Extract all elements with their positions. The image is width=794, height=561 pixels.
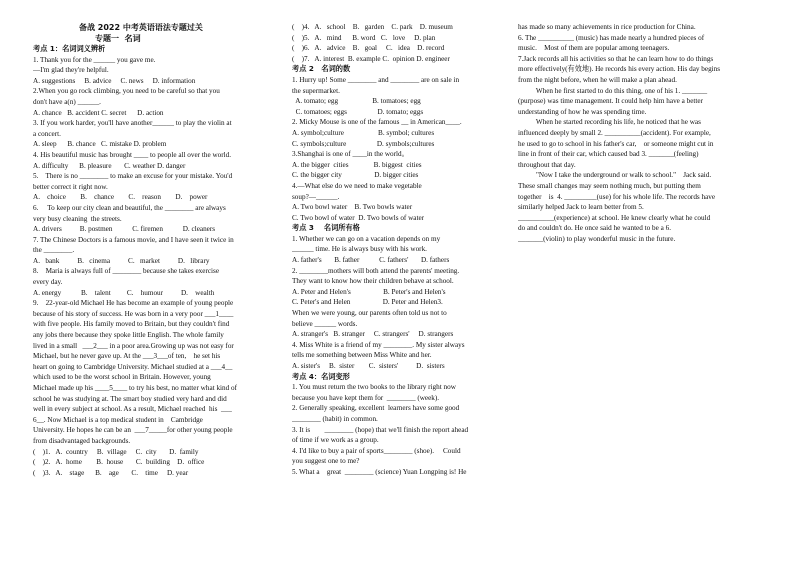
text-line: do and couldn't do. He once said he wanted to be a 6.	[518, 224, 671, 233]
text-line: tells me something between Miss White and her.	[292, 351, 432, 360]
text-line: 9. 22-year-old Michael He has become an example of young people	[33, 299, 234, 308]
text-line: __________(experience) at school. He knew clearly what he could	[518, 213, 711, 222]
text-line: A. choice B. chance C. reason D. power	[33, 193, 208, 202]
text-line: (purpose) was time management. It could help him have a better	[518, 97, 704, 106]
text-line: which used to be the worst school in Britain. However, young	[33, 373, 211, 382]
text-line: you suggest one to me?	[292, 457, 360, 466]
text-line: 2.When you go rock climbing, you need to be careful so that you	[33, 87, 220, 96]
text-line: lived in a small ___2___ in a poor area.Growing up was not easy for	[33, 341, 234, 350]
text-line: 1. Thank you for the ______ you gave me.	[33, 55, 156, 64]
text-line: ( )5. A. mind B. word C. love D. plan	[292, 33, 436, 42]
text-line: A. sister's B. sister C. sisters' D. sisters	[292, 362, 445, 370]
text-line: C. Two bowl of water D. Two bowls of water	[292, 213, 425, 222]
text-line: with five people. His family moved to Britain, but they couldn't find	[33, 320, 230, 329]
text-line: 3. It is ________ (hope) that we'll finish the report ahead	[292, 425, 469, 434]
text-line: 2. Generally speaking, excellent learners have some good	[292, 404, 460, 413]
text-line: C. the bigger city D. bigger cities	[292, 171, 419, 180]
text-line: A. suggestions B. advice C. news D. information	[33, 76, 196, 85]
text-line: When he first started to do this thing, one of his 1. _______	[518, 86, 708, 95]
text-line: Michael made up his ____5____ to try his best, no matter what kind of	[33, 384, 238, 392]
text-line: 1. Whether we can go on a vacation depends on my	[292, 234, 441, 243]
text-line: These small changes may seem nothing much, but putting them	[518, 181, 701, 190]
text-line: 1. You must return the two books to the library right now	[292, 383, 456, 392]
text-line: A. chance B. accident C. secret D. action	[33, 108, 164, 117]
text-line: C. symbols;culture D. symbols;cultures	[292, 139, 435, 148]
text-line: 6. To keep our city clean and beautiful, the ________ are always	[33, 203, 226, 212]
text-line: influenced deeply by small 2. __________(accident). For example,	[518, 128, 711, 137]
text-line: —I'm glad they're helpful.	[33, 66, 109, 75]
text-line: A. sleep B. chance C. mistake D. problem	[33, 140, 167, 149]
column-left	[33, 22, 275, 553]
text-line: because you have kept them for ________ (week).	[292, 393, 440, 402]
text-line: more effectively(有效地). He records his every action. His day begins	[518, 65, 721, 74]
column-middle	[292, 22, 499, 553]
text-line: has made so many achievements in rice production for China.	[518, 23, 696, 31]
text-line: very busy cleaning the streets.	[33, 214, 122, 223]
text-line: 7.Jack records all his activities so that he can learn how to do things	[518, 54, 714, 63]
text-line: C. tomatoes; eggs D. tomato; eggs	[292, 107, 424, 116]
text-line: 8. Maria is always full of ________ because she takes exercise	[33, 267, 220, 276]
text-line: _______(violin) to play wonderful music in the future.	[518, 234, 676, 243]
text-line: C. Peter's and Helen D. Peter and Helen3.	[292, 298, 443, 307]
text-line: When he started recording his life, he noticed that he was	[518, 118, 701, 127]
text-line: 6. The __________ (music) has made nearly a hundred pieces of	[518, 33, 705, 42]
text-line: line in front of their car, which caused bad 3. _______(feeling)	[518, 150, 699, 159]
text-line: 6__. Now Michael is a top medical student in Cambridge	[33, 415, 203, 424]
text-line: understanding of how he was spending time.	[518, 107, 647, 116]
text-line: They want to know how their children behave at school.	[292, 277, 454, 286]
text-line: When we were young, our parents often told us not to	[292, 309, 447, 318]
column-right	[518, 22, 756, 553]
text-line: 2. Micky Mouse is one of the famous __ in American____.	[292, 118, 462, 127]
text-line: ( )4. A. school B. garden C. park D. museum	[292, 23, 453, 31]
text-line: he used to go to school in his father's car, or someone might cut in	[518, 139, 714, 148]
text-line: 4. His beautiful music has brought ____ to people all over the world.	[33, 150, 232, 159]
text-line: University. He hopes he can be an ___7_____for other young people	[33, 426, 233, 435]
text-line: 7. The Chinese Doctors is a famous movie, and I have seen it twice in	[33, 235, 234, 244]
worksheet-subtitle: 专题一 名词	[95, 34, 141, 43]
text-line: don't have a(n) ______.	[33, 97, 101, 106]
text-line: from the night before, when he will make a plan ahead.	[518, 75, 677, 84]
section-heading: 考点 3 名词所有格	[292, 223, 360, 233]
text-line: school he was studying at. The smart boy studied very hard and did	[33, 394, 227, 403]
text-line: A. energy B. talent C. humour D. wealth	[33, 288, 215, 297]
text-line: believe ______ words.	[292, 319, 358, 328]
text-line: A. stranger's B. stranger C. strangers' D. strangers	[292, 330, 454, 339]
text-line: ( )2. A. home B. house C. building D. office	[33, 458, 205, 467]
text-line: 4. Miss White is a friend of my ________. My sister always	[292, 340, 465, 349]
text-line: 2. ________mothers will both attend the parents' meeting.	[292, 266, 460, 275]
text-line: A. the bigger cities B. biggest cities	[292, 160, 422, 169]
text-line: the supermarket.	[292, 86, 340, 95]
text-line: soup?—______.	[292, 192, 340, 201]
text-line: from disadvantaged backgrounds.	[33, 436, 131, 445]
text-line: A. drivers B. postmen C. firemen D. cleaners	[33, 225, 216, 234]
text-line: music. Most of them are popular among teenagers.	[518, 44, 670, 53]
text-line: 1. Hurry up! Some ________ and ________ are on sale in	[292, 75, 460, 84]
text-line: 3.Shanghai is one of ____in the world。	[292, 150, 409, 159]
text-line: ( )1. A. country B. village C. city D. family	[33, 447, 199, 456]
text-line: because of his story of success. He was born in a very poor ___1____	[33, 309, 234, 318]
text-line: of time if we work as a group.	[292, 436, 379, 445]
text-line: well in every subject at school. As a result, Michael reached his ___	[33, 405, 232, 414]
text-line: A. difficulty B. pleasure C. weather D. danger	[33, 161, 186, 170]
text-line: ( )7. A. interest B. example C. opinion D. engineer	[292, 54, 450, 63]
text-line: ______ time. He is always busy with his work.	[292, 245, 427, 254]
text-line: A. symbol;culture B. symbol; cultures	[292, 128, 435, 137]
section-heading: 考点 4：名词变形	[292, 371, 350, 381]
text-line: ( )6. A. advice B. goal C. idea D. record	[292, 44, 445, 53]
text-line: better correct it right now.	[33, 182, 108, 191]
text-line: the ________.	[33, 246, 75, 255]
section-heading: 考点 2 名词的数	[292, 64, 351, 74]
text-line: similarly helped Jack to learn better from 5.	[518, 203, 644, 212]
text-line: A. father's B. father C. fathers' D. fathers	[292, 256, 450, 265]
text-line: A. Two bowl water B. Two bowls water	[292, 203, 413, 212]
text-line: every day.	[33, 278, 63, 287]
text-line: 5. There is no ________ to make an excuse for your mistake. You'd	[33, 172, 233, 181]
text-line: together is 4. _________(use) for his whole life. The records have	[518, 192, 716, 201]
text-line: 3. If you work harder, you'll have another______ to play the violin at	[33, 119, 232, 128]
text-line: Michael, but he never gave up. At the ___3___of ten, he set his	[33, 352, 221, 361]
text-line: a concert.	[33, 129, 61, 138]
text-line: A. bank B. cinema C. market D. library	[33, 256, 210, 265]
text-line: 4. I'd like to buy a pair of sports________ (shoe). Could	[292, 446, 461, 455]
worksheet-title: 备战 2022 中考英语语法专题过关	[79, 23, 203, 32]
text-line: heart on going to Cambridge University. Michael studied at a ___4__	[33, 362, 233, 371]
section-heading: 考点 1：名词词义辨析	[33, 44, 106, 53]
text-line: A. tomato; egg B. tomatoes; egg	[292, 97, 421, 106]
text-line: A. Peter and Helen's B. Peter's and Helen's	[292, 287, 446, 296]
text-line: any jobs there because they spoke little English. The whole family	[33, 331, 224, 340]
text-line: "Now I take the underground or walk to school." Jack said.	[518, 171, 712, 180]
text-line: ________ (habit) in common.	[292, 414, 378, 423]
text-line: 4.—What else do we need to make vegetable	[292, 181, 422, 190]
text-line: throughout that day.	[518, 160, 576, 169]
text-line: ( )3. A. stage B. age C. time D. year	[33, 468, 189, 477]
text-line: 5. What a great ________ (science) Yuan Longping is! He	[292, 467, 467, 476]
